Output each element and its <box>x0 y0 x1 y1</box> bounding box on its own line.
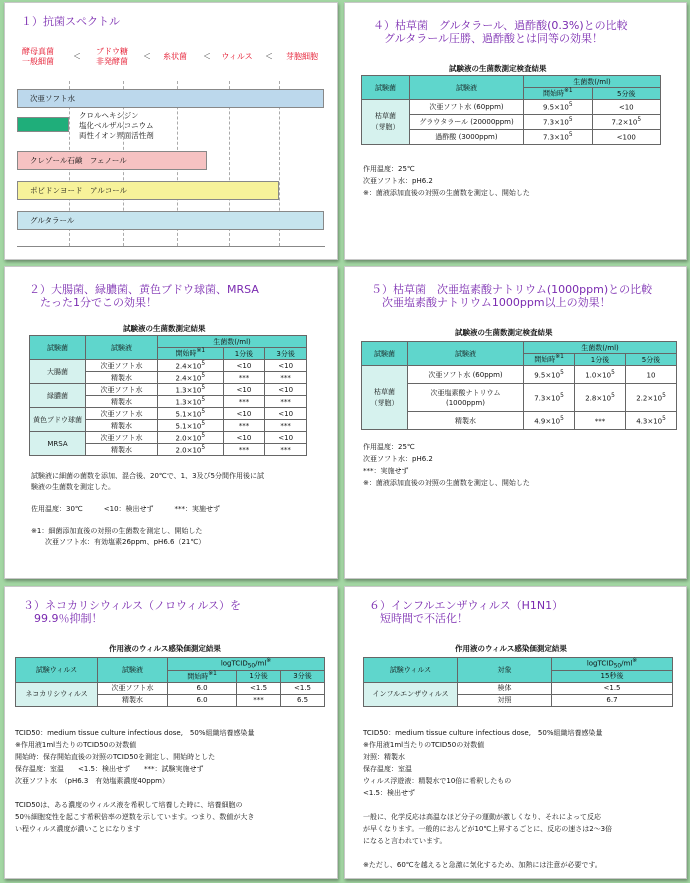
table-caption: 作用液のウィルス感染価測定結果 <box>109 644 221 653</box>
spectrum-grid <box>17 81 325 247</box>
panel-title: ５）枯草菌 次亜塩素酸ナトリウム(1000ppm)との比較 次亜塩素酸ナトリウム1000ppm以上の効果！ <box>371 283 653 309</box>
bacteria-count-table: 試験菌 試験液 生菌数(/ml) 開始時$^{※1}$ 1分後 3分後 大腸菌 次亜ソフト水 $2.4\times 10^5$ <10 <10 精製水 $2.4\times 10^5$ *** *** 緑膿菌 次亜ソフト水 $1.3\times 10^5$ <10 <10 精製水 $1.3\times 10^5$ *** *** 黄色ブドウ球菌 次亜ソフト水 $5.1\times 10^5$ <10 <10 精製水 $5.1\times 10^5$ *** *** MRSA 次亜ソフト水 $2.0\times 10^5$ <10 <10 精製水 $2.0\times 10^5$ *** *** <box>29 335 307 456</box>
category-fungi: 糸状菌 <box>163 52 187 61</box>
panel-title: ６）インフルエンザウィルス（H1N1） 短時間で不活化！ <box>369 599 564 625</box>
bar-hypochlorous-water: 次亜ソフト水 <box>17 89 324 108</box>
panel-title: １）抗菌スペクトル <box>21 15 120 28</box>
category-virus: ウィルス <box>221 52 253 61</box>
category-nonfermenter: ブドウ糖 非発酵菌 <box>96 47 128 66</box>
panel-feline-calicivirus <box>4 586 338 879</box>
lt-sign: ＜ <box>265 52 273 61</box>
bar-povidone-alcohol: ポビドンヨード アルコール <box>17 181 279 200</box>
panel-title: ２）大腸菌、緑膿菌、黄色ブドウ球菌、MRSA たった1分でこの効果！ <box>29 283 259 309</box>
bar-cresol-phenol: クレゾール石鹸 フェノール <box>17 151 207 170</box>
category-bacteria: 酵母真菌 一般細菌 <box>22 47 54 66</box>
notes: 作用温度：25℃ 次亜ソフト水：pH6.2 ※：菌液添加直後の対照の生菌数を測定し、開始した <box>363 165 530 197</box>
lt-sign: ＜ <box>143 52 151 61</box>
bar-glutaral: グルタラール <box>17 211 324 230</box>
category-spores: 芽胞細胞 <box>286 52 318 61</box>
subtilis-table-2: 試験菌 試験液 生菌数(/ml) 開始時$^{※1}$ 1分後 5分後 枯草菌 （芽胞） 次亜ソフト水 (60ppm) $9.5\times 10^5$ $1.0\times 10^5$ 10 次亜塩素酸ナトリウム (1000ppm) $7.3\times 10^5$ $2.8\times 10^5$ $2.2\times 10^5$ 精製水 $4.9\times 10^5$ *** $4.3\times 10^5$ <box>361 341 677 430</box>
panel-antibacterial-spectrum <box>4 2 338 260</box>
influenza-table: 試験ウィルス 対象 logTCID$_{50}$/ml※ 15秒後 インフルエンザウィルス 検体 <1.5 対照 6.7 <box>363 657 673 707</box>
lt-sign: ＜ <box>73 52 81 61</box>
panel-ecoli-mrsa <box>4 266 338 579</box>
panel-subtilis-glutaral <box>344 2 687 260</box>
panel-title: ４）枯草菌 グルタラール、過酢酸(0.3%)との比較 グルタラール圧勝、過酢酸とは同等の効果！ <box>373 19 628 45</box>
bar-chlorhexidine-label: クロルヘキシジン 塩化ベルザルコニウム 両性イオン界面活性剤 <box>79 111 154 140</box>
panel-influenza <box>344 586 687 879</box>
table-caption: 試験液の生菌数測定結果 <box>123 324 206 333</box>
panel-subtilis-hypochlorite <box>344 266 687 579</box>
bar-chlorhexidine <box>17 117 69 132</box>
lt-sign: ＜ <box>203 52 211 61</box>
subtilis-table-1: 試験菌 試験液 生菌数(/ml) 開始時$^{※1}$ 5分後 枯草菌 （芽胞） 次亜ソフト水 (60ppm) $9.5\times 10^5$ <10 グラウタラール (20000ppm) $7.3\times 10^5$ $7.2\times 10^5$ 過酢酸 (3000ppm) $7.3\times 10^5$ <100 <box>361 75 661 145</box>
panel-title: ３）ネコカリシウィルス（ノロウィルス）を 99.9％抑制！ <box>23 599 242 625</box>
notes: 試験液に細菌の菌数を添加、混合後、20℃で、1、3及び5分間作用後に試 験液の生菌数を測定した。 佐用温度：30℃ <10：検出せず ***：実施せず ※1：細菌添加直後の対照の生菌数を測定し、開始した 次亜ソフト水：有効塩素26ppm、pH6.6（21℃） <box>31 472 264 546</box>
table-caption: 作用液のウィルス感染価測定結果 <box>455 644 567 653</box>
virus-titer-table: 試験ウィルス 試験液 logTCID$_{50}$/ml※ 開始時$^{※1}$ 1分後 3分後 ネコカリシウィルス 次亜ソフト水 6.0 <1.5 <1.5 精製水 6.0 *** 6.5 <box>15 657 325 707</box>
table-caption: 試験液の生菌数測定検査結果 <box>449 64 547 73</box>
notes: 作用温度：25℃ 次亜ソフト水：pH6.2 ***：実施せず ※：菌液添加直後の対照の生菌数を測定し、開始した <box>363 443 530 487</box>
notes: TCID50：medium tissue culture infectious dose, 50%組織培養感染量 ※作用液1ml当たりのTCID50の対数値 対照：精製水 保存温度：室温 ウィルス浮遊液：精製水で10倍に希釈したもの <1.5：検出せず 一般に、化学反応は高温なほど分子の運動が激しくなり、それによって反応 が早くなります。一般的におんどが10℃上昇するごとに、反応の速さは2～3倍 になると言われています。 ※ただし、60℃を越えると急激に気化するため、加熱には注意が必要です。 <box>363 729 613 869</box>
notes: TCID50：medium tissue culture infectious dose, 50%組織培養感染量 ※作用液1ml当たりのTCID50の対数値 開始時：保存開始直後の対照のTCID50を測定し、開始時とした 保存温度：室温 <1.5：検出せず ***：試験実施せず 次亜ソフト水 （pH6.3 有効塩素濃度40ppm） TCID50は、ある濃度のウィルス液を希釈して培養した時に、培養細胞の 50％細胞変性を起こす希釈倍率の逆数を示しています。つまり、数値が大き い程ウィルス濃度が濃いことになります <box>15 729 255 833</box>
table-caption: 試験液の生菌数測定検査結果 <box>455 328 553 337</box>
